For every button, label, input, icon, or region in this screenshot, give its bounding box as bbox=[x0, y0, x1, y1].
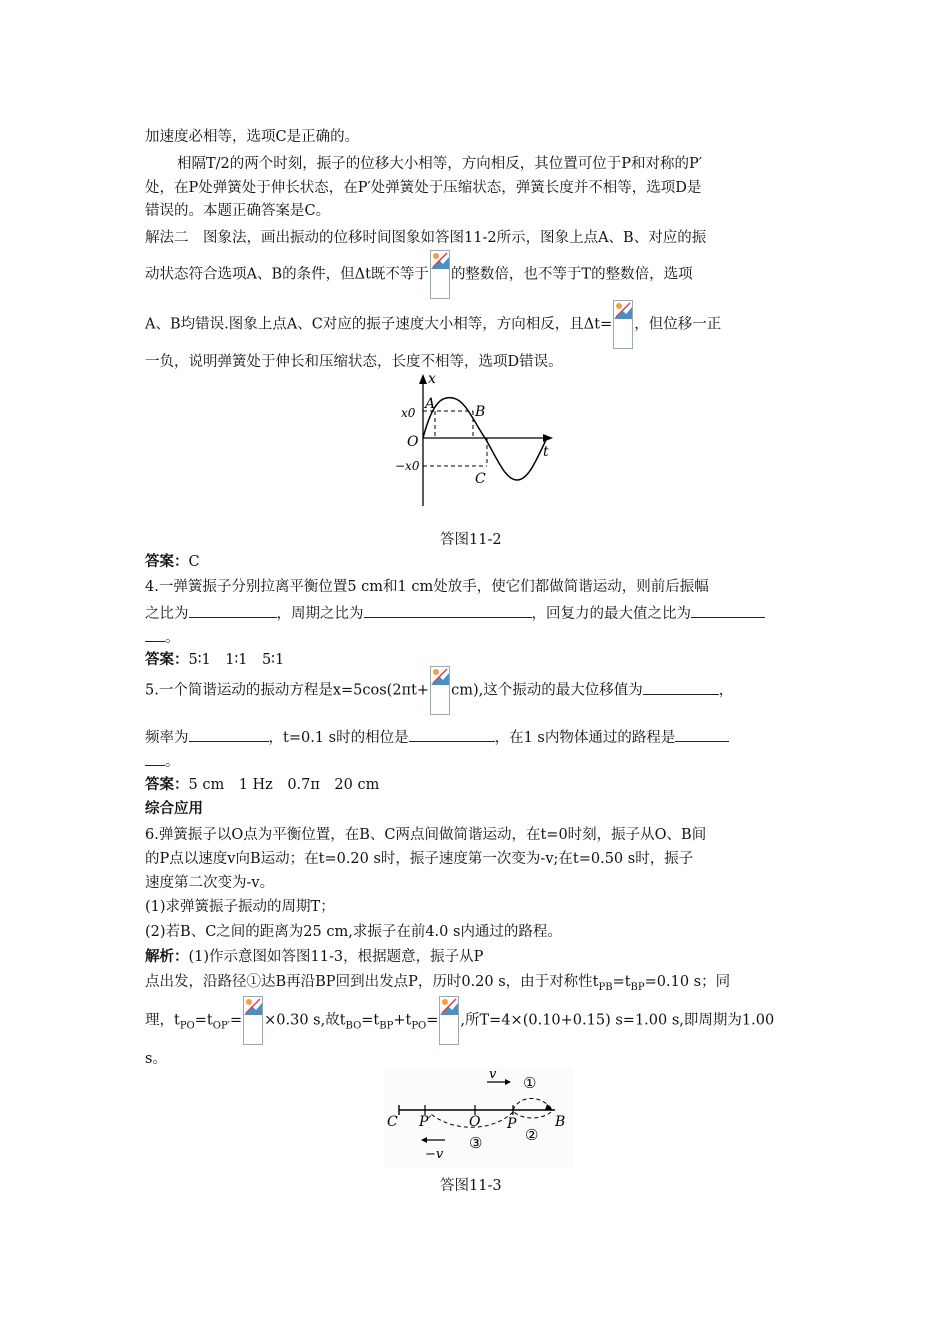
question-6-line: (1)求弹簧振子振动的周期T； bbox=[145, 899, 335, 915]
answer-blank[interactable] bbox=[643, 679, 719, 695]
image-placeholder-icon bbox=[243, 996, 263, 1045]
text-fragment: ， bbox=[718, 682, 734, 699]
question-5-line bbox=[145, 666, 733, 715]
figure-displacement-time-graph bbox=[365, 370, 565, 510]
image-placeholder-icon bbox=[439, 996, 459, 1045]
text-line: 解法二 图象法，画出振动的位移时间图象如答图11-2所示，图象上点A、B、对应的振 bbox=[145, 230, 707, 246]
subscript: OP′ bbox=[212, 1020, 230, 1032]
text-fragment: ，但位移一正 bbox=[634, 316, 722, 333]
text-fragment: = bbox=[426, 1012, 439, 1029]
path-3-marker: ③ bbox=[469, 1134, 483, 1152]
subscript: PO bbox=[411, 1020, 427, 1032]
text-fragment: ×0.30 s,故t bbox=[264, 1012, 346, 1029]
point-o-label: O bbox=[469, 1114, 481, 1130]
path-1-marker: ① bbox=[523, 1074, 537, 1092]
answer-blank[interactable] bbox=[675, 726, 729, 742]
answer-blank[interactable] bbox=[145, 750, 165, 766]
text-line: 加速度必相等，选项C是正确的。 bbox=[145, 129, 360, 145]
text-fragment: =t bbox=[612, 974, 631, 990]
subscript: PO bbox=[179, 1020, 195, 1032]
solution-line bbox=[145, 972, 730, 998]
answer-label: 答案： bbox=[145, 652, 189, 668]
answer-blank[interactable] bbox=[145, 626, 165, 642]
text-fragment: =t bbox=[194, 1012, 213, 1029]
text-fragment: ，周期之比为 bbox=[276, 606, 364, 622]
section-heading: 综合应用 bbox=[145, 801, 203, 817]
answer-label: 答案： bbox=[145, 554, 189, 570]
subscript: BP bbox=[630, 981, 645, 993]
text-line: 处，在P处弹簧处于伸长状态，在P′处弹簧处于压缩状态，弹簧长度并不相等，选项D是 bbox=[145, 180, 702, 196]
point-p-prime-label: P′ bbox=[419, 1114, 432, 1130]
answer-blank[interactable] bbox=[189, 726, 269, 742]
axis-label-t: t bbox=[543, 444, 549, 460]
origin-label: O bbox=[407, 434, 419, 450]
text-fragment: 理，t bbox=[145, 1012, 180, 1029]
axis-label-x: x bbox=[428, 371, 436, 387]
text-fragment: 之比为 bbox=[145, 606, 189, 622]
x0-label: x0 bbox=[401, 406, 416, 420]
point-p-label: P bbox=[507, 1116, 517, 1132]
text-fragment: 动状态符合选项A、B的条件，但Δt既不等于 bbox=[145, 266, 429, 283]
velocity-label: v bbox=[489, 1068, 497, 1082]
text-line: 错误的。本题正确答案是C。 bbox=[145, 203, 331, 219]
answer-blank[interactable] bbox=[691, 602, 765, 618]
question-6-line: 的P点以速度v向B运动；在t=0.20 s时，振子速度第一次变为-v;在t=0.50 s时，振子 bbox=[145, 851, 694, 867]
answer-value: C bbox=[188, 554, 200, 570]
text-fragment: 频率为 bbox=[145, 730, 189, 746]
text-fragment: 点出发，沿路径①达B再沿BP回到出发点P，历时0.20 s，由于对称性t bbox=[145, 974, 599, 990]
text-fragment: =0.10 s；同 bbox=[644, 974, 731, 990]
neg-x0-label: −x0 bbox=[395, 459, 420, 473]
text-fragment: A、B均错误.图象上点A、C对应的振子速度大小相等，方向相反，且Δt= bbox=[145, 316, 613, 333]
figure-oscillator-path-diagram bbox=[383, 1068, 573, 1168]
solution-line bbox=[145, 996, 774, 1049]
text-line: 一负，说明弹簧处于伸长和压缩状态，长度不相等，选项D错误。 bbox=[145, 354, 563, 370]
neg-velocity-label: −v bbox=[425, 1147, 444, 1162]
image-placeholder-icon bbox=[430, 250, 450, 299]
text-fragment: ，t=0.1 s时的相位是 bbox=[268, 730, 409, 746]
point-b-label: B bbox=[475, 404, 486, 420]
solution-line: s。 bbox=[145, 1051, 167, 1067]
text-fragment: =t bbox=[361, 1012, 380, 1029]
text-fragment: ,所T=4×(0.10+0.15) s=1.00 s,即周期为1.00 bbox=[460, 1012, 775, 1029]
answer-value: 5∶1 1∶1 5∶1 bbox=[188, 652, 285, 668]
subscript: PB bbox=[598, 981, 613, 993]
question-6-line: (2)若B、C之间的距离为25 cm,求振子在前4.0 s内通过的路程。 bbox=[145, 924, 562, 940]
question-5-line bbox=[145, 726, 729, 748]
point-c-label: C bbox=[475, 471, 486, 487]
text-line: 相隔T/2的两个时刻，振子的位移大小相等，方向相反，其位置可位于P和对称的P′ bbox=[177, 156, 703, 172]
question-4-line bbox=[145, 602, 765, 624]
text-fragment: 的整数倍，也不等于T的整数倍，选项 bbox=[450, 266, 693, 283]
question-4-line: 4.一弹簧振子分别拉离平衡位置5 cm和1 cm处放手，使它们都做简谐运动，则前后振幅 bbox=[145, 579, 709, 595]
text-fragment: (1)作示意图如答图11-3，根据题意，振子从P bbox=[188, 949, 484, 965]
answer-value: 5 cm 1 Hz 0.7π 20 cm bbox=[188, 777, 380, 793]
answer-blank[interactable] bbox=[364, 602, 532, 618]
point-a-label: A bbox=[425, 396, 436, 412]
solution-label: 解析： bbox=[145, 949, 189, 965]
answer-blank[interactable] bbox=[189, 602, 277, 618]
image-placeholder-icon bbox=[613, 300, 633, 349]
text-fragment: 。 bbox=[165, 754, 180, 770]
text-fragment: 5.一个简谐运动的振动方程是x=5cos(2πt+ bbox=[145, 682, 430, 699]
answer-line bbox=[145, 775, 379, 795]
figure-caption: 答图11-2 bbox=[440, 532, 502, 548]
image-placeholder-icon bbox=[430, 666, 450, 715]
text-line bbox=[145, 300, 721, 349]
path-2-marker: ② bbox=[525, 1126, 539, 1144]
text-fragment: +t bbox=[393, 1012, 412, 1029]
figure-caption: 答图11-3 bbox=[440, 1178, 502, 1194]
text-fragment: 。 bbox=[165, 630, 180, 646]
text-fragment: cm),这个振动的最大位移值为 bbox=[451, 682, 643, 699]
question-5-line bbox=[145, 750, 180, 772]
answer-line bbox=[145, 552, 200, 572]
question-6-line: 速度第二次变为-v。 bbox=[145, 875, 275, 891]
text-fragment: = bbox=[229, 1012, 243, 1029]
answer-blank[interactable] bbox=[409, 726, 495, 742]
subscript: BP bbox=[379, 1020, 394, 1032]
text-fragment: ，回复力的最大值之比为 bbox=[531, 606, 691, 622]
text-line bbox=[145, 250, 693, 299]
answer-label: 答案： bbox=[145, 777, 189, 793]
point-b-label: B bbox=[555, 1114, 566, 1130]
question-6-line: 6.弹簧振子以O点为平衡位置，在B、C两点间做简谐运动，在t=0时刻，振子从O、B间 bbox=[145, 827, 707, 843]
point-c-label: C bbox=[387, 1114, 398, 1130]
solution-line bbox=[145, 947, 483, 967]
subscript: BO bbox=[345, 1020, 362, 1032]
question-4-line bbox=[145, 626, 180, 648]
text-fragment: ，在1 s内物体通过的路程是 bbox=[494, 730, 676, 746]
